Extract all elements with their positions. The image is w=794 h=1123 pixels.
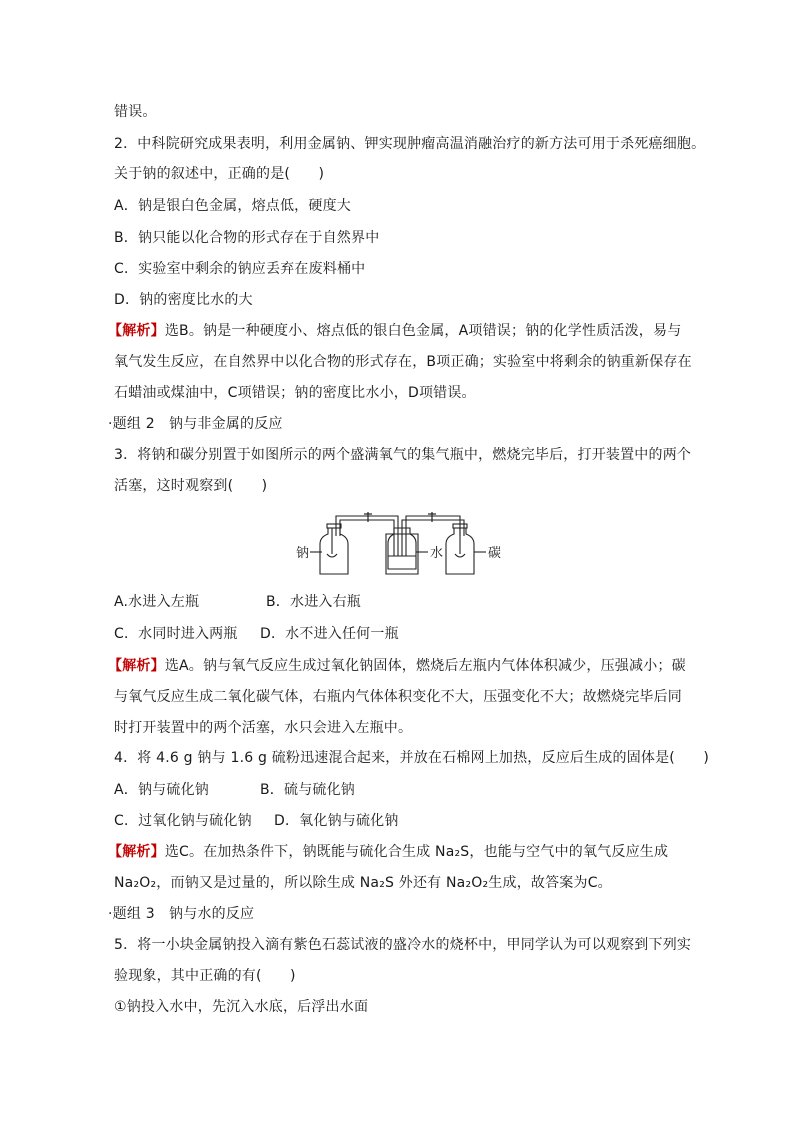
question-4-stem: 4．将 4.6 g 钠与 1.6 g 硫粉迅速混合起来，并放在石棉网上加热，反应后生成的固体是( ) [114, 750, 710, 766]
question-2-option-a: A．钠是银白色金属，熔点低，硬度大 [114, 198, 351, 214]
group-heading: ·题组 2 钠与非金属的反应 [108, 416, 283, 432]
analysis-text: 石蜡油或煤油中，C项错误；钠的密度比水小，D项错误。 [114, 385, 476, 401]
analysis-text: Na₂O₂，而钠又是过量的，所以除生成 Na₂S 外还有 Na₂O₂生成，故答案为C。 [114, 875, 612, 891]
question-4-analysis [108, 842, 668, 862]
question-4-option-b: B．硫与硫化钠 [260, 782, 356, 798]
question-4-options-cd [114, 811, 399, 831]
question-2-stem: 2．中科院研究成果表明，利用金属钠、钾实现肿瘤高温消融治疗的新方法可用于杀死癌细胞。 [114, 136, 706, 152]
analysis-tag: 【解析】 [108, 323, 165, 339]
question-3-analysis [108, 656, 686, 676]
question-3-option-b: B．水进入右瓶 [266, 594, 362, 610]
analysis-tag: 【解析】 [108, 844, 165, 860]
question-3-option-c: C．水同时进入两瓶 [114, 626, 238, 642]
question-4-option-c: C．过氧化钠与硫化钠 [114, 813, 252, 829]
question-2-option-d: D．钠的密度比水的大 [114, 292, 253, 308]
question-4-option-a: A．钠与硫化钠 [114, 782, 209, 798]
analysis-text: 氧气发生反应，在自然界中以化合物的形式存在，B项正确；实验室中将剩余的钠重新保存在 [114, 354, 692, 370]
question-2-option-c: C．实验室中剩余的钠应丢弃在废料桶中 [114, 261, 366, 277]
question-3-stem: 活塞，这时观察到( ) [114, 478, 268, 494]
question-5-stem: 5．将一小块金属钠投入滴有紫色石蕊试液的盛冷水的烧杯中，甲同学认为可以观察到下列实 [114, 937, 692, 953]
analysis-text: 时打开装置中的两个活塞，水只会进入左瓶中。 [114, 720, 413, 736]
question-2-option-b: B．钠只能以化合物的形式存在于自然界中 [114, 230, 380, 246]
label-water: 水 [430, 546, 444, 561]
analysis-tag: 【解析】 [108, 658, 165, 674]
question-3-options-cd [114, 624, 399, 644]
question-2-analysis [108, 321, 681, 341]
analysis-text: 选C。在加热条件下，钠既能与硫化合生成 Na₂S，也能与空气中的氧气反应生成 [164, 844, 669, 860]
analysis-text: 选A。钠与氧气反应生成过氧化钠固体，燃烧后左瓶内气体体积减少，压强减小；碳 [164, 658, 686, 674]
question-3-option-a: A.水进入左瓶 [114, 594, 200, 610]
label-sodium: 钠 [296, 546, 310, 561]
question-3-options-ab [114, 592, 362, 612]
text-line: 错误。 [114, 104, 157, 120]
label-carbon: 碳 [488, 546, 502, 561]
question-3-option-d: D．水不进入任何一瓶 [260, 626, 399, 642]
group-heading: ·题组 3 钠与水的反应 [108, 906, 255, 922]
question-5-item: ①钠投入水中，先沉入水底，后浮出水面 [114, 999, 369, 1015]
question-2-stem: 关于钠的叙述中，正确的是( ) [114, 166, 325, 182]
apparatus-diagram [296, 510, 516, 582]
question-4-option-d: D．氧化钠与硫化钠 [274, 813, 399, 829]
analysis-text: 选B。钠是一种硬度小、熔点低的银白色金属，A项错误；钠的化学性质活泼，易与 [164, 323, 682, 339]
question-4-options-ab [114, 780, 356, 800]
analysis-text: 与氧气反应生成二氧化碳气体，右瓶内气体体积变化不大，压强变化不大；故燃烧完毕后同 [114, 689, 682, 705]
question-3-stem: 3．将钠和碳分别置于如图所示的两个盛满氧气的集气瓶中，燃烧完毕后，打开装置中的两个 [114, 447, 692, 463]
question-5-stem: 验现象，其中正确的有( ) [114, 968, 296, 984]
